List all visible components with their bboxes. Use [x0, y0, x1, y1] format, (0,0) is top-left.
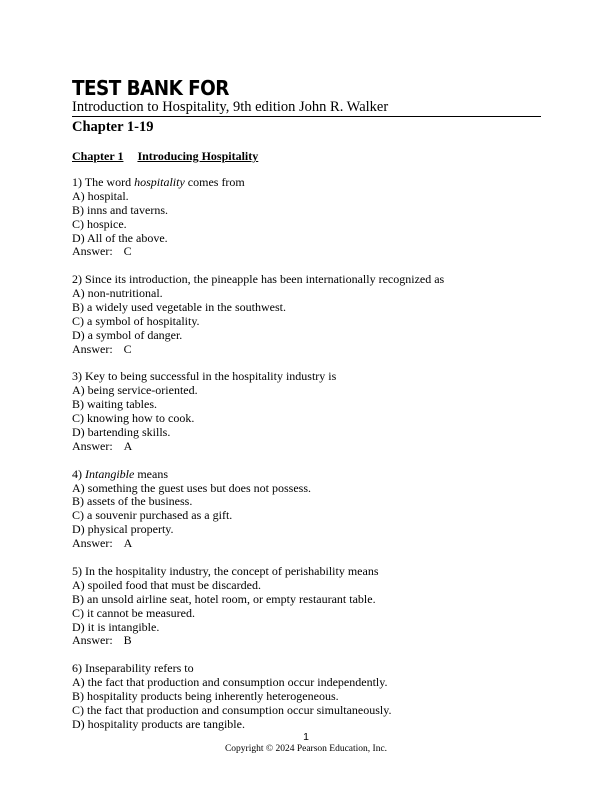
question-stem-text: 5) In the hospitality industry, the concept of perishability means [72, 563, 379, 578]
answer-option: A) spoiled food that must be discarded. [72, 577, 261, 592]
answer-option: B) inns and taverns. [72, 202, 168, 217]
answer-option: A) something the guest uses but does not possess. [72, 480, 311, 495]
answer-option: C) a souvenir purchased as a gift. [72, 508, 233, 523]
answer-option: A) the fact that production and consumption occur independently. [72, 675, 388, 690]
answer-label: Answer: [72, 341, 113, 356]
answer-option: C) it cannot be measured. [72, 605, 195, 620]
answer-key [72, 343, 552, 357]
answer-value: A [123, 438, 133, 453]
answer-option: B) a widely used vegetable in the southwest. [72, 300, 286, 315]
answer-option: D) a symbol of danger. [72, 327, 183, 342]
answer-value: B [123, 633, 132, 648]
answer-label: Answer: [72, 633, 113, 648]
document-title: TEST BANK FOR [72, 76, 229, 100]
answer-label: Answer: [72, 244, 113, 259]
question-item [72, 370, 552, 453]
header-divider [72, 116, 541, 117]
question-stem-text: 4) [72, 466, 85, 481]
question-item [72, 176, 552, 259]
question-stem-text: means [134, 466, 168, 481]
book-title-line: Introduction to Hospitality, 9th edition John R. Walker [72, 99, 389, 115]
answer-key [72, 634, 552, 648]
question-stem [72, 468, 552, 482]
question-stem-text: 6) Inseparability refers to [72, 661, 194, 676]
answer-option: D) hospitality products are tangible. [72, 716, 245, 731]
page-number: 1 [303, 731, 309, 743]
answer-value: A [123, 536, 133, 551]
question-stem-text: 3) Key to being successful in the hospitality industry is [72, 369, 337, 384]
answer-option: C) knowing how to cook. [72, 411, 195, 426]
answer-value: C [123, 244, 132, 259]
answer-option: D) bartending skills. [72, 425, 171, 440]
question-stem-text: 1) The word [72, 175, 135, 189]
chapter-heading [72, 149, 258, 163]
question-stem-emphasis: hospitality [134, 175, 185, 189]
answer-key [72, 245, 552, 259]
answer-option: A) non-nutritional. [72, 286, 163, 301]
answer-option: D) All of the above. [72, 230, 168, 245]
question-stem [72, 565, 552, 579]
question-item [72, 468, 552, 551]
answer-option: C) hospice. [72, 216, 127, 231]
answer-key [72, 440, 552, 454]
question-stem [72, 662, 552, 676]
answer-option: C) a symbol of hospitality. [72, 313, 200, 328]
question-item [72, 662, 552, 731]
question-stem-text: comes from [184, 175, 245, 189]
question-stem [72, 176, 552, 190]
question-item [72, 565, 552, 648]
answer-option: D) it is intangible. [72, 619, 160, 634]
answer-option: B) assets of the business. [72, 494, 193, 509]
question-stem-text: 2) Since its introduction, the pineapple has been internationally recognized as [72, 272, 445, 287]
answer-option: C) the fact that production and consumption occur simultaneously. [72, 702, 392, 717]
chapter-name: Introducing Hospitality [137, 149, 259, 163]
question-stem-emphasis: Intangible [85, 466, 135, 481]
answer-option: B) hospitality products being inherently heterogeneous. [72, 688, 339, 703]
question-stem [72, 370, 552, 384]
chapter-range-heading: Chapter 1-19 [72, 119, 154, 135]
question-list [72, 176, 552, 746]
question-stem [72, 273, 552, 287]
answer-option: D) physical property. [72, 522, 174, 537]
answer-key [72, 537, 552, 551]
answer-option: A) being service-oriented. [72, 383, 198, 398]
chapter-number: Chapter 1 [72, 149, 124, 163]
question-item [72, 273, 552, 356]
answer-label: Answer: [72, 536, 113, 551]
answer-option: B) waiting tables. [72, 397, 157, 412]
answer-value: C [123, 341, 132, 356]
answer-label: Answer: [72, 438, 113, 453]
answer-option: A) hospital. [72, 188, 129, 203]
copyright-notice: Copyright © 2024 Pearson Education, Inc. [224, 744, 388, 754]
answer-option: B) an unsold airline seat, hotel room, or empty restaurant table. [72, 591, 376, 606]
